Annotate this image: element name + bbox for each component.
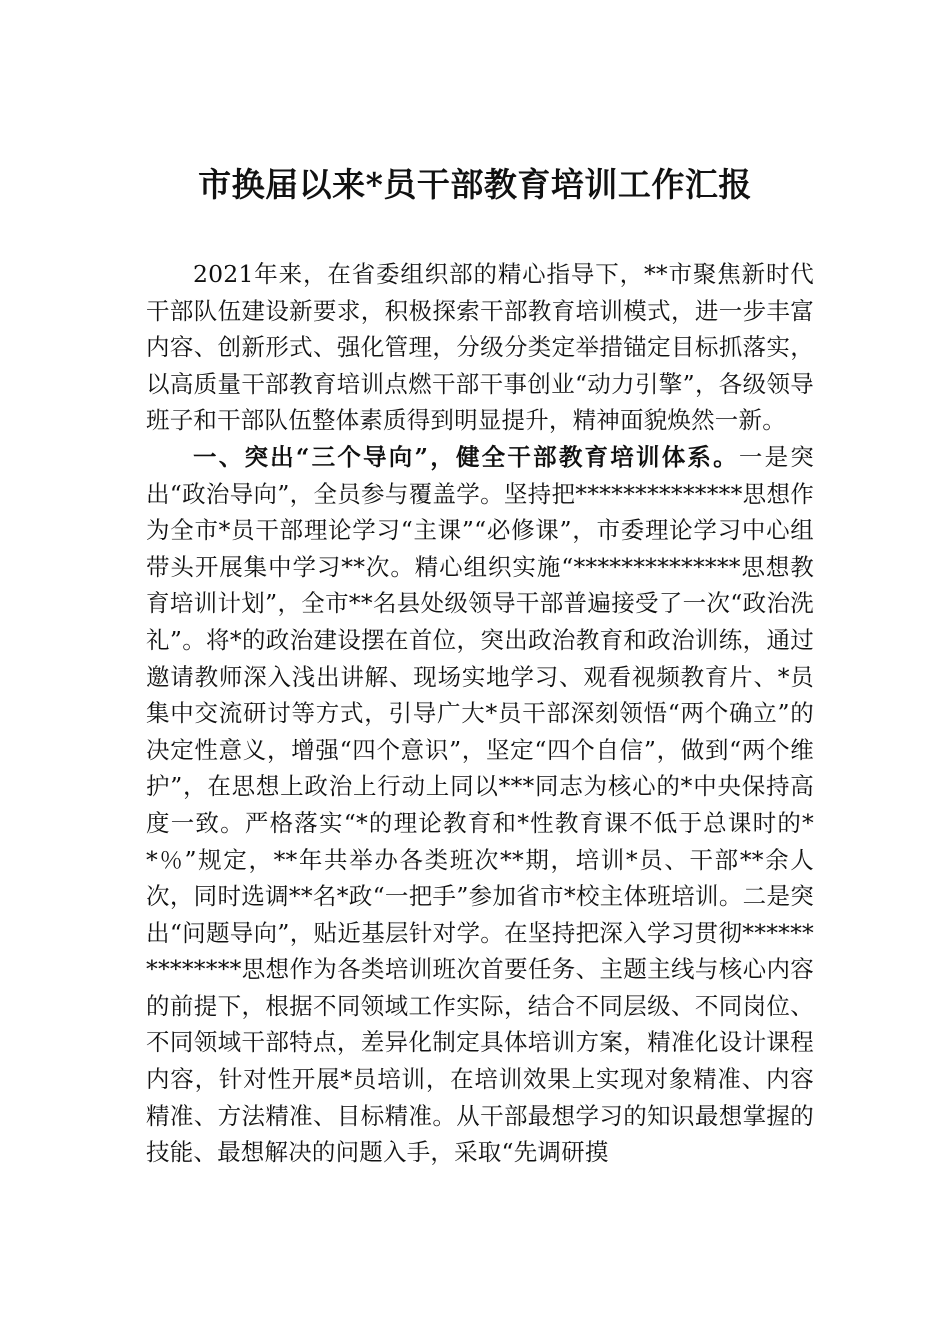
- intro-paragraph: 2021年来，在省委组织部的精心指导下，**市聚焦新时代干部队伍建设新要求，积极探索干部教育培训模式，进一步丰富内容、创新形式、强化管理，分级分类定举措锚定目标抓落实，以高质量干部教育培训点燃干部干事创业“动力引擎”，各级领导班子和干部队伍整体素质得到明显提升，精神面貌焕然一新。: [146, 260, 814, 435]
- document-body: [146, 256, 814, 1171]
- section-heading: 一、突出“三个导向”，健全干部教育培训体系。: [193, 442, 739, 471]
- section-body: 一是突出“政治导向”，全员参与覆盖学。坚持把**************思想作为全市*员干部理论学习“主课”“必修课”，市委理论学习中心组带头开展集中学习**次。精心组织实施“**************思想教育培训计划”，全市**名县处级领导干部普遍接受了一次“政治洗礼”。将*的政治建设摆在首位，突出政治教育和政治训练，通过邀请教师深入浅出讲解、现场实地学习、观看视频教育片、*员集中交流研讨等方式，引导广大*员干部深刻领悟“两个确立”的决定性意义，增强“四个意识”，坚定“四个自信”，做到“两个维护”，在思想上政治上行动上同以***同志为核心的*中央保持高度一致。严格落实“*的理论教育和*性教育课不低于总课时的**％”规定，**年共举办各类班次**期，培训*员、干部**余人次，同时选调**名*政“一把手”参加省市*校主体班培训。二是突出“问题导向”，贴近基层针对学。在坚持把深入学习贯彻**************思想作为各类培训班次首要任务、主题主线与核心内容的前提下，根据不同领域工作实际，结合不同层级、不同岗位、不同领域干部特点，差异化制定具体培训方案，精准化设计课程内容，针对性开展*员培训，在培训效果上实现对象精准、内容精准、方法精准、目标精准。从干部最想学习的知识最想掌握的技能、最想解决的问题入手，采取“先调研摸: [146, 442, 814, 1167]
- document-title: 市换届以来*员干部教育培训工作汇报: [198, 165, 752, 204]
- section-paragraph: [146, 439, 814, 1171]
